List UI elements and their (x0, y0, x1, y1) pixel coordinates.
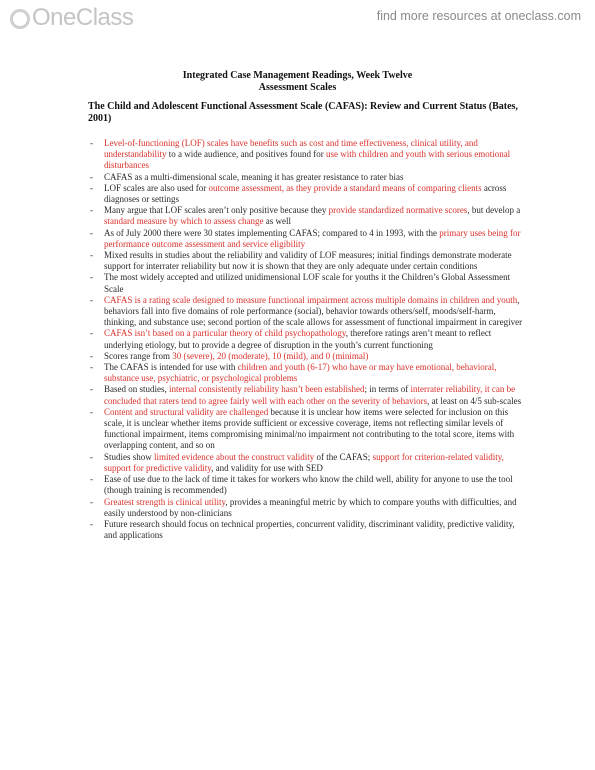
list-item (88, 474, 528, 496)
highlighted-text: CAFAS isn’t based on a particular theory of child psychopathology (104, 328, 346, 339)
body-text: as well (263, 216, 291, 227)
highlighted-text: support for criterion-related validity, support for predictive validity (104, 451, 504, 473)
highlighted-text: Content and structural validity are challenged (104, 406, 269, 417)
top-bar (0, 0, 595, 34)
body-text: because it is unclear how items were selected for inclusion on this scale, it is unclear whether items provide sufficient or excessive coverage, items not reflecting similar levels of functional impairment, items compromising minimal/no impairment not contributing to the total score, items with overlapping content, and so on (104, 406, 515, 451)
list-item (88, 519, 528, 541)
body-text: LOF scales are also used for (104, 182, 209, 193)
body-text: Scores range from (104, 350, 173, 361)
body-text: The CAFAS is intended for use with (104, 362, 238, 373)
highlighted-text: primary uses being for performance outcome assessment and service eligibility (104, 227, 521, 249)
list-item (88, 295, 528, 329)
list-item (88, 138, 528, 172)
body-text: across diagnoses or settings (104, 182, 507, 205)
highlighted-text: interrater reliability, it can be concluded that raters tend to agree fairly well with each other on the severity of behaviors (104, 384, 516, 406)
highlighted-text: limited evidence about the construct validity (154, 451, 315, 462)
body-text: CAFAS as a multi-dimensional scale, meaning it has greater resistance to rater bias (104, 171, 404, 182)
body-text: of the CAFAS; (314, 451, 373, 462)
body-text: Ease of use due to the lack of time it takes for workers who know the child well, ability for anyone to use the tool (though training is recommended) (104, 474, 513, 496)
list-item (88, 384, 528, 406)
body-text: , behaviors fall into five domains of role performance (social), behavior towards others/self, moods/self-harm, thinking, and substance use; second portion of the scale allows for assessment of functional impairment in caregiver (104, 294, 523, 328)
list-item (88, 328, 528, 350)
highlighted-text: use with children and youth with serious emotional disturbances (104, 149, 511, 171)
body-text: ; in terms of (364, 384, 411, 395)
list-item (88, 407, 528, 452)
body-text: to a wide audience, and positives found for (166, 149, 326, 160)
document-titles (0, 70, 595, 94)
oneclass-logo-icon (10, 9, 30, 29)
section-heading: The Child and Adolescent Functional Assessment Scale (CAFAS): Review and Current Status (Bates, 2001) (88, 101, 518, 124)
highlighted-text: internal consistently reliability hasn’t been established (169, 384, 365, 395)
list-item (88, 351, 528, 362)
list-item (88, 497, 528, 519)
body-text: , but develop a (467, 205, 521, 216)
body-text: Studies show (104, 451, 155, 462)
highlighted-text: children and youth (6-17) who have or may have emotional, behavioral, substance use, psychiatric, or psychological problems (104, 362, 497, 384)
body-text: Many argue that LOF scales aren’t only positive because they (104, 205, 329, 216)
highlighted-text: outcome assessment, as they provide a standard means of comparing clients (208, 182, 482, 193)
highlighted-text: CAFAS is a rating scale designed to measure functional impairment across multiple domains in children and youth (104, 294, 518, 305)
document-subtitle: Assessment Scales (258, 82, 337, 93)
body-text: Based on studies, (104, 384, 169, 395)
list-item (88, 183, 528, 205)
document-title: Integrated Case Management Readings, Week Twelve (182, 70, 413, 81)
highlighted-text: standard measure by which to assess change (104, 216, 264, 227)
body-text: , at least on 4/5 sub-scales (427, 395, 522, 406)
list-item (88, 250, 528, 272)
bullet-list (88, 138, 528, 541)
list-item (88, 205, 528, 227)
body-text: The most widely accepted and utilized unidimensional LOF scale for youths it the Children’s Global Assessment Scale (104, 272, 511, 294)
highlighted-text: Greatest strength is clinical utility (104, 496, 226, 507)
list-item (88, 172, 528, 183)
list-item (88, 452, 528, 474)
body-text: Future research should focus on technical properties, concurrent validity, discriminant validity, predictive validity, and applications (104, 518, 515, 541)
body-text: , and validity for use with SED (211, 462, 323, 473)
list-item (88, 362, 528, 384)
body-text: As of July 2000 there were 30 states implementing CAFAS; compared to 4 in 1993, with the (104, 227, 440, 238)
body-text: Mixed results in studies about the reliability and validity of LOF measures; initial findings demonstrate moderate support for interrater reliability but now it is shown that they are only adequate under certain conditions (104, 250, 512, 272)
logo-text: OneClass (32, 4, 134, 31)
oneclass-logo[interactable] (10, 4, 133, 32)
tagline-link[interactable]: find more resources at oneclass.com (376, 9, 581, 23)
highlighted-text: 30 (severe), 20 (moderate), 10 (mild), and 0 (minimal) (172, 350, 369, 361)
highlighted-text: Level-of-functioning (LOF) scales have benefits such as cost and time effectiveness, clinical utility, and understandability (104, 138, 478, 160)
body-text: , provides a meaningful metric by which to compare youths with difficulties, and easily understood by non-clinicians (104, 496, 517, 518)
footer-bar (0, 752, 595, 770)
list-item (88, 228, 528, 250)
body-text: , therefore ratings aren’t meant to reflect underlying etiology, but to provide a degree of disruption in the youth’s current functioning (104, 328, 492, 350)
list-item (88, 272, 528, 294)
highlighted-text: provide standardized normative scores (328, 205, 468, 216)
